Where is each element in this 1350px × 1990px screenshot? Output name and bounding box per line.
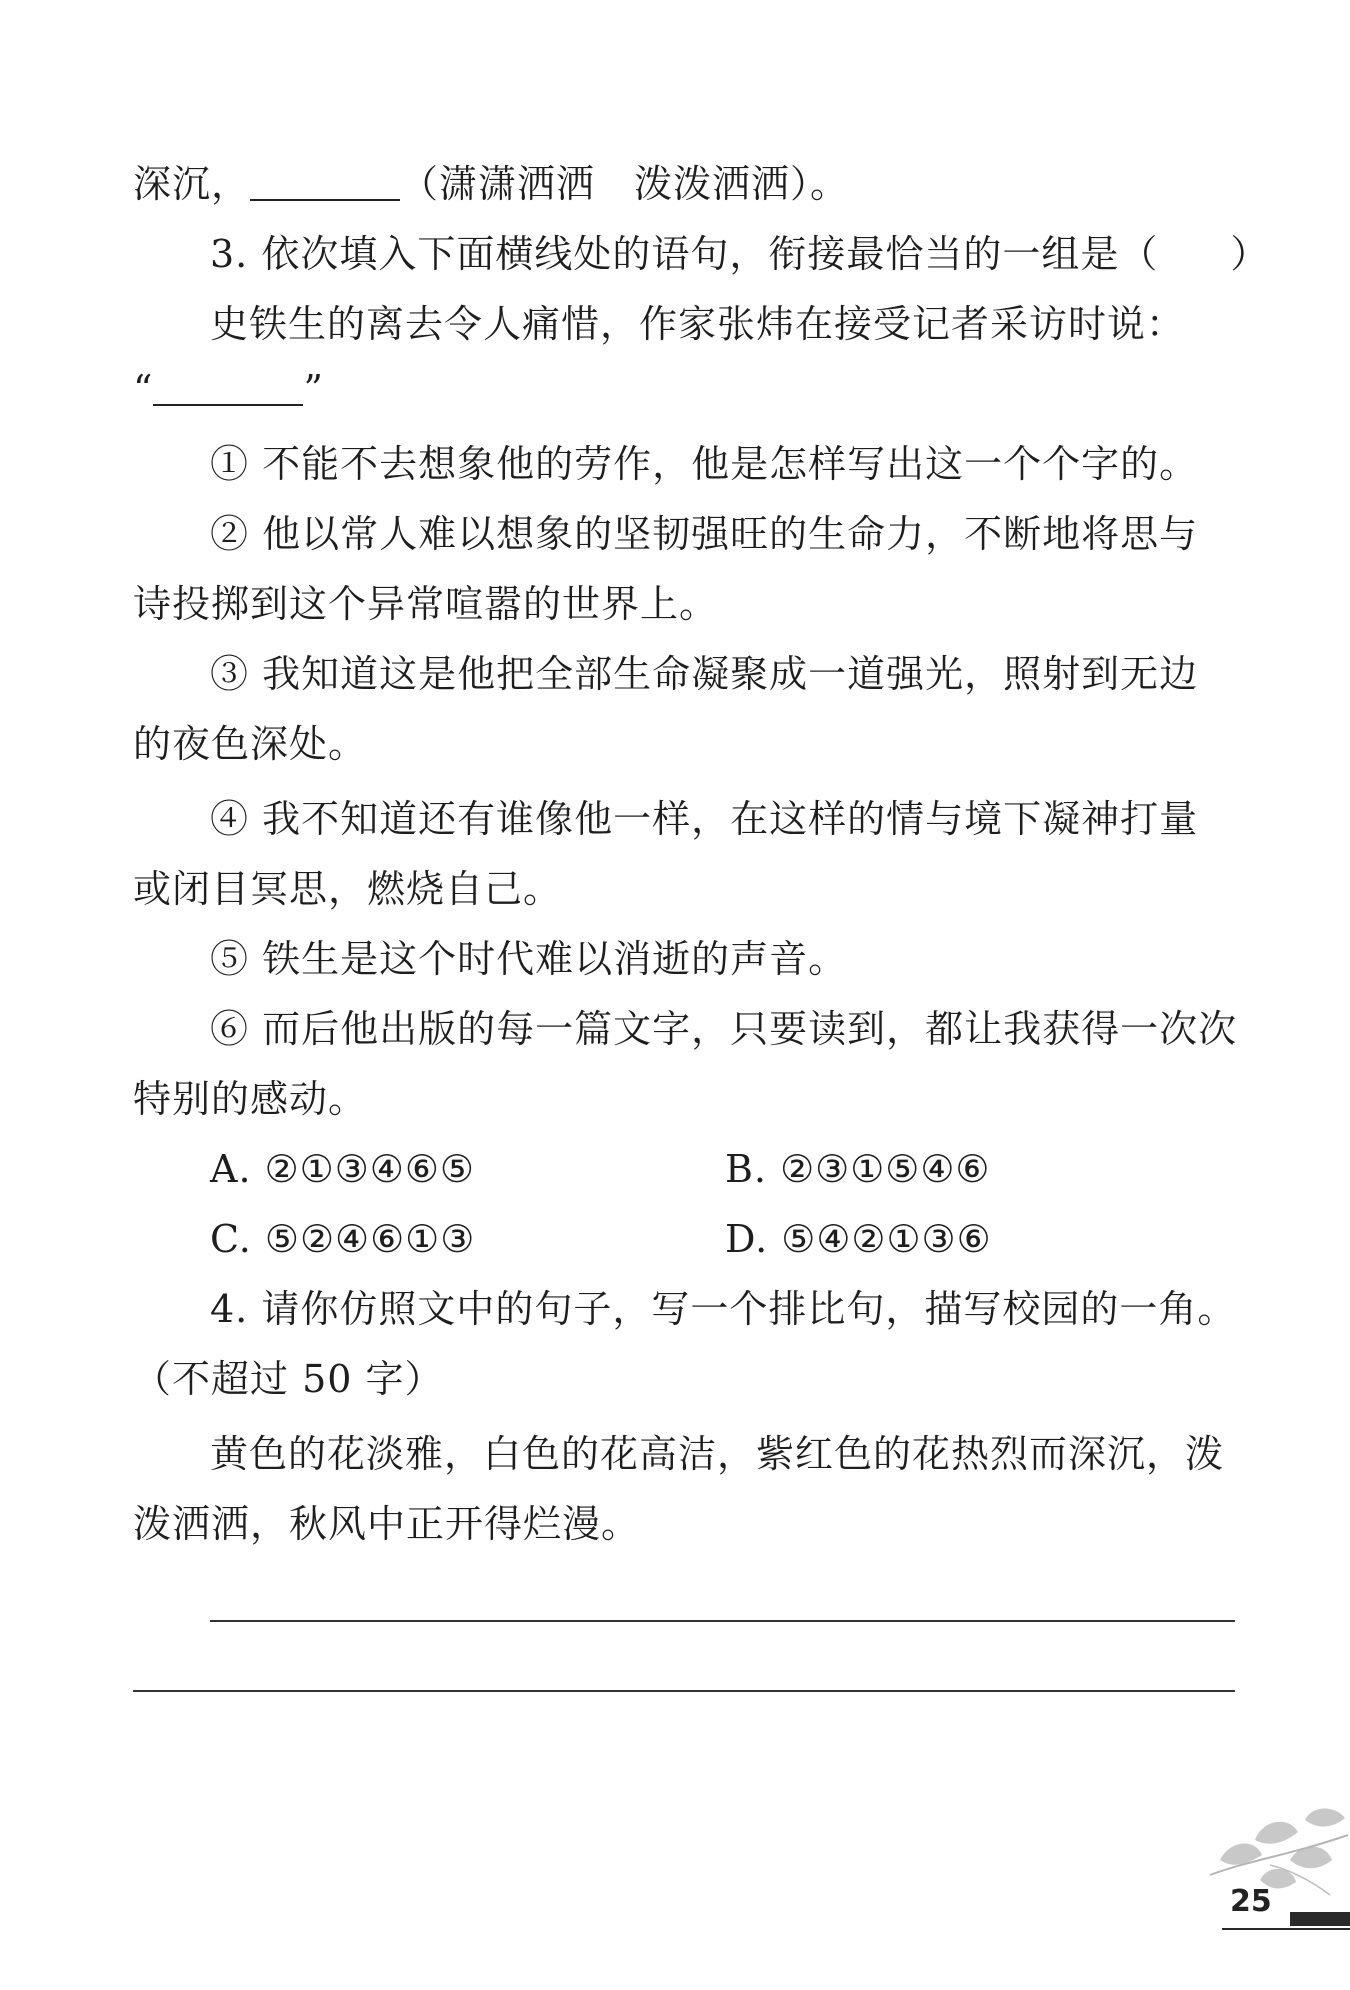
answer-line-1[interactable] bbox=[210, 1620, 1235, 1622]
quote-open: “ bbox=[133, 367, 154, 411]
page-number: 25 bbox=[1230, 1884, 1272, 1919]
sentence-item-2: ② 他以常人难以想象的坚韧强旺的生命力，不断地将思与 bbox=[210, 512, 1199, 556]
question-3-context: 史铁生的离去令人痛惜，作家张炜在接受记者采访时说： bbox=[210, 302, 1186, 346]
question-4-title: 4. 请你仿照文中的句子，写一个排比句，描写校园的一角。 bbox=[210, 1287, 1237, 1331]
sentence-item-4-cont: 或闭目冥思，燃烧自己。 bbox=[133, 867, 563, 911]
text-choice-words: （潇潇洒洒 泼泼洒洒）。 bbox=[400, 162, 850, 206]
sentence-item-6: ⑥ 而后他出版的每一篇文字，只要读到，都让我获得一次次 bbox=[210, 1007, 1238, 1051]
answer-line-2[interactable] bbox=[133, 1690, 1235, 1692]
question-3-prompt: 3. 依次填入下面横线处的语句，衔接最恰当的一组是（ bbox=[210, 232, 1159, 276]
fill-blank-1[interactable] bbox=[250, 165, 400, 201]
question-4-limit: （不超过 50 字） bbox=[133, 1357, 444, 1401]
page-number-bar bbox=[1290, 1912, 1350, 1926]
sentence-item-2-cont: 诗投掷到这个异常喧嚣的世界上。 bbox=[133, 582, 719, 626]
option-b[interactable]: B. ②③①⑤④⑥ bbox=[725, 1147, 991, 1191]
example-sentence-cont: 泼洒洒，秋风中正开得烂漫。 bbox=[133, 1502, 641, 1546]
example-sentence: 黄色的花淡雅，白色的花高洁，紫红色的花热烈而深沉，泼 bbox=[210, 1432, 1225, 1476]
quote-blank-line bbox=[133, 365, 324, 413]
line-continuation bbox=[133, 160, 849, 208]
leaf-ornament-icon bbox=[1200, 1800, 1350, 1905]
text-deep: 深沉， bbox=[133, 162, 251, 206]
quote-close: ” bbox=[303, 367, 324, 411]
option-d[interactable]: D. ⑤④②①③⑥ bbox=[725, 1217, 992, 1261]
option-a[interactable]: A. ②①③④⑥⑤ bbox=[210, 1147, 475, 1191]
sentence-item-4: ④ 我不知道还有谁像他一样，在这样的情与境下凝神打量 bbox=[210, 797, 1199, 841]
option-c[interactable]: C. ⑤②④⑥①③ bbox=[210, 1217, 476, 1261]
sentence-item-1: ① 不能不去想象他的劳作，他是怎样写出这一个个字的。 bbox=[210, 442, 1199, 486]
question-3-bracket-close: ） bbox=[1230, 232, 1270, 276]
fill-blank-quote[interactable] bbox=[153, 370, 303, 406]
sentence-item-3-cont: 的夜色深处。 bbox=[133, 722, 368, 766]
question-3-title bbox=[210, 230, 1269, 278]
sentence-item-6-cont: 特别的感动。 bbox=[133, 1077, 368, 1121]
page-number-rule bbox=[1222, 1928, 1350, 1930]
sentence-item-5: ⑤ 铁生是这个时代难以消逝的声音。 bbox=[210, 937, 848, 981]
sentence-item-3: ③ 我知道这是他把全部生命凝聚成一道强光，照射到无边 bbox=[210, 652, 1199, 696]
